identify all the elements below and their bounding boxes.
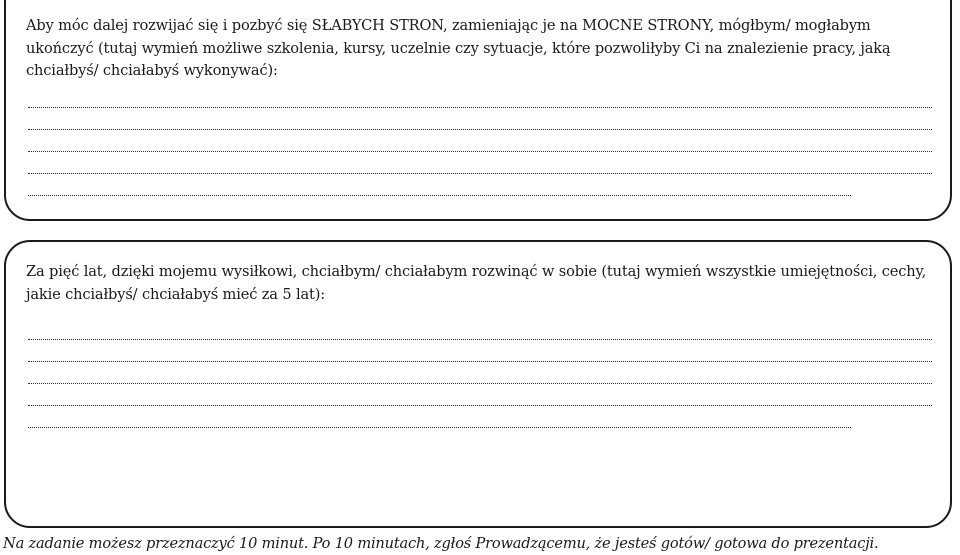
answer-line[interactable] [26, 324, 932, 346]
answer-line[interactable] [26, 346, 932, 368]
task-time-note: Na zadanie możesz przeznaczyć 10 minut. Po 10 minutach, zgłoś Prowadzącemu, że jesteś gotów/ gotowa do prezentacji. [3, 535, 879, 552]
answer-line[interactable] [26, 136, 932, 158]
answer-lines [26, 324, 932, 434]
answer-line[interactable] [26, 180, 932, 202]
answer-line[interactable] [26, 114, 932, 136]
answer-line[interactable] [26, 92, 932, 114]
five-year-skills-prompt: Za pięć lat, dzięki mojemu wysiłkowi, chciałbym/ chciałabym rozwinąć w sobie (tutaj wymień wszystkie umiejętności, cechy, jakie chciałbyś/ chciałabyś mieć za 5 lat): [26, 263, 927, 303]
answer-lines [26, 92, 932, 202]
answer-line[interactable] [26, 368, 932, 390]
answer-line[interactable] [26, 412, 932, 434]
answer-line[interactable] [26, 158, 932, 180]
career-development-prompt: Aby móc dalej rozwijać się i pozbyć się SŁABYCH STRON, zamieniając je na MOCNE STRONY, mógłbym/ mogłabym ukończyć (tutaj wymień możliwe szkolenia, kursy, uczelnie czy sytuacje, które pozwoliłyby Ci na znalezienie pracy, jaką chciałbyś/ chciałabyś wykonywać): [26, 17, 891, 79]
answer-line[interactable] [26, 390, 932, 412]
five-year-skills-box [4, 240, 952, 528]
career-development-box [4, 0, 952, 221]
